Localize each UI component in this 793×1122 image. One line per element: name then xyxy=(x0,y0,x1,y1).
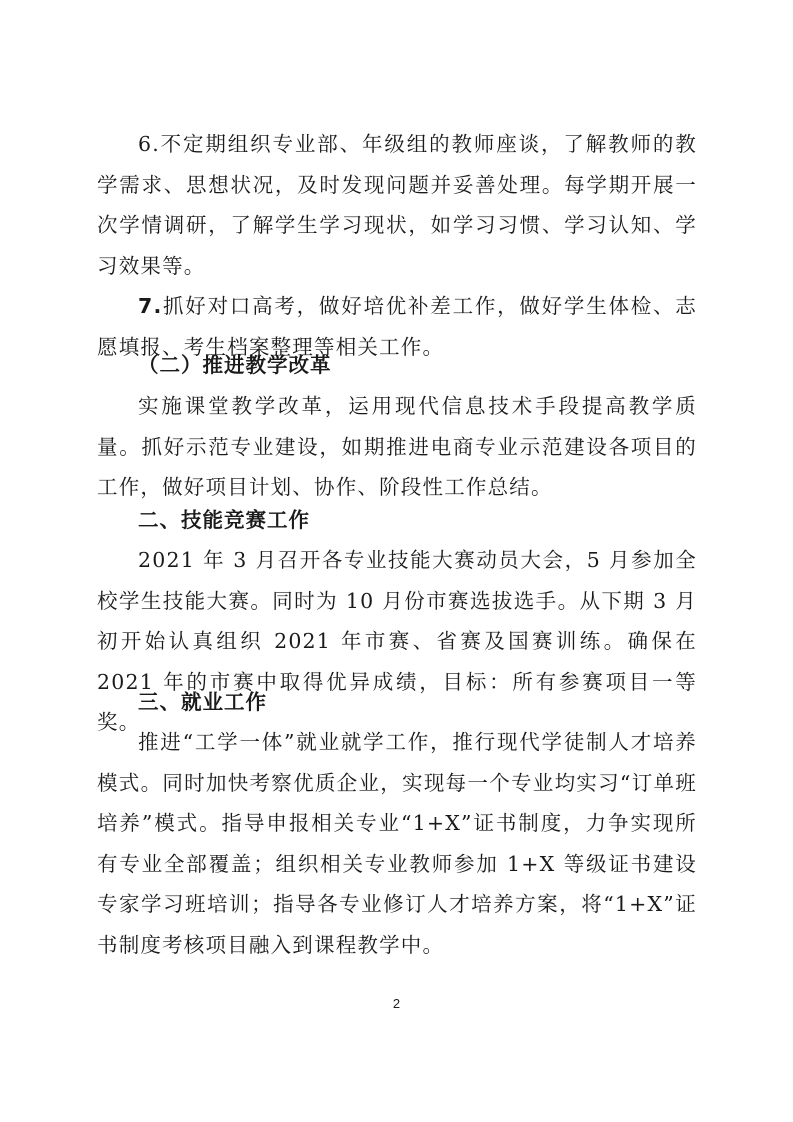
section-heading-employment: 三、就业工作 xyxy=(138,690,267,714)
item-7-number: 7. xyxy=(138,294,163,318)
paragraph-teaching-reform: 实施课堂教学改革，运用现代信息技术手段提高教学质量。抓好示范专业建设，如期推进电商专业示范建设各项目的工作，做好项目计划、协作、阶段性工作总结。 xyxy=(97,394,697,499)
paragraph-item-6: 6.不定期组织专业部、年级组的教师座谈，了解教师的教学需求、思想状况，及时发现问题并妥善处理。每学期开展一次学情调研，了解学生学习现状，如学习习惯、学习认知、学习效果等。 xyxy=(97,132,697,278)
paragraph-employment: 推进“工学一体”就业就学工作，推行现代学徒制人才培养模式。同时加快考察优质企业，实现每一个专业均实习“订单班培养”模式。指导申报相关专业“1+X”证书制度，力争实现所有专业全部覆盖；组织相关专业教师参加 1+X 等级证书建设专家学习班培训；指导各专业修订人才培养方案，将“1+X”证书制度考核项目融入到课程教学中。 xyxy=(97,730,697,957)
page-number: 2 xyxy=(392,996,401,1011)
item-7-text: 抓好对口高考，做好培优补差工作，做好学生体检、志愿填报、考生档案整理等相关工作。 xyxy=(97,294,697,359)
section-heading-skills-competition: 二、技能竞赛工作 xyxy=(138,508,310,532)
paragraph-skills-competition: 2021 年 3 月召开各专业技能大赛动员大会，5 月参加全校学生技能大赛。同时为 10 月份市赛选拔选手。从下期 3 月初开始认真组织 2021 年市赛、省赛及国赛训练。确保在 2021 年的市赛中取得优异成绩，目标：所有参赛项目一等奖。 xyxy=(97,548,697,734)
section-heading-teaching-reform: （二）推进教学改革 xyxy=(138,353,332,377)
